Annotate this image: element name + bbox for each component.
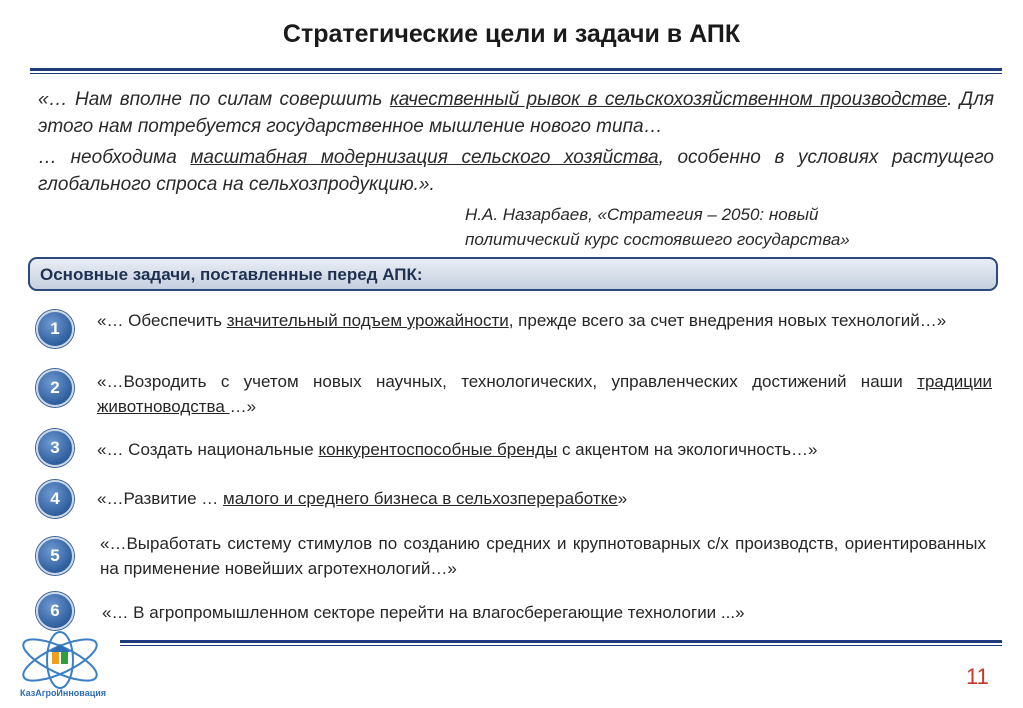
task-text: «…Развитие … (97, 489, 223, 508)
task-underlined: значительный подъем урожайности (226, 311, 509, 330)
task-item (97, 486, 992, 511)
section-header-band (28, 257, 998, 291)
task-text: «… Создать национальные (97, 440, 319, 459)
task-number-badge: 4 (36, 480, 74, 518)
task-number-badge: 5 (36, 537, 74, 575)
quote-paragraph-1 (38, 86, 994, 140)
task-underlined: традиции животноводства (97, 372, 992, 416)
author-line: Н.А. Назарбаев, «Стратегия – 2050: новый (465, 205, 819, 224)
task-text: …» (229, 397, 257, 416)
task-number-badge: 3 (36, 429, 74, 467)
quote-text: … необходима (38, 147, 191, 168)
quote-text: , особенно в условиях растущего глобального спроса на сельхозпродукцию.». (38, 147, 994, 195)
quote-underlined: масштабная модернизация сельского хозяйства (190, 147, 659, 168)
task-underlined: малого и среднего бизнеса в сельхозпереработке (223, 489, 618, 508)
page-number: 11 (966, 664, 989, 689)
task-item (102, 600, 997, 625)
task-number-badge: 2 (36, 369, 74, 407)
task-text: , прежде всего за счет внедрения новых технологий…» (508, 311, 947, 330)
logo-text: КазАгроИнновация (20, 688, 107, 698)
task-item (97, 437, 992, 462)
task-text: » (617, 489, 628, 508)
section-header: Основные задачи, поставленные перед АПК: (40, 265, 423, 284)
quote-text: . Для этого нам потребуется государственное мышление нового типа… (38, 89, 994, 137)
task-item (97, 308, 992, 333)
task-text: «…Выработать систему стимулов по созданию средних и крупнотоварных с/х производств, ориентированных на применение новейших агротехнологий…» (100, 534, 986, 578)
quote-text: «… Нам вполне по силам совершить (38, 89, 390, 110)
task-number-badge: 6 (36, 592, 74, 630)
quote-underlined: качественный рывок в сельскохозяйственном производстве (389, 89, 948, 110)
top-divider (30, 68, 1002, 74)
quote-paragraph-2 (38, 144, 994, 198)
task-item (97, 369, 992, 419)
task-number-badge: 1 (36, 310, 74, 348)
task-text: с акцентом на экологичность…» (557, 440, 818, 459)
bottom-divider (120, 640, 1002, 646)
task-underlined: конкурентоспособные бренды (318, 440, 558, 459)
quote-author (465, 202, 965, 252)
page-title: Стратегические цели и задачи в АПК (282, 20, 741, 48)
author-line: политический курс состоявшего государства» (465, 230, 850, 249)
task-text: «… Обеспечить (97, 311, 227, 330)
task-item (100, 531, 986, 581)
task-text: «… В агропромышленном секторе перейти на влагосберегающие технологии ...» (102, 603, 745, 622)
task-text: «…Возродить с учетом новых научных, технологических, управленческих достижений наши (97, 372, 918, 391)
